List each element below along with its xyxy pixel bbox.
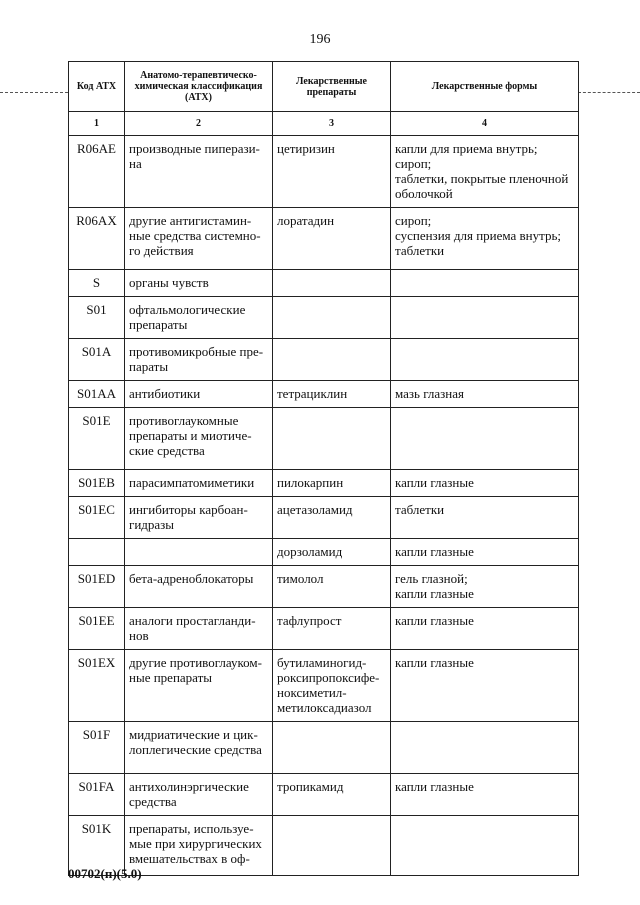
column-number: 4	[391, 112, 579, 136]
dosage-form-line: таблетки, покрытые пленочной	[395, 171, 569, 186]
dosage-form-line: капли глазные	[395, 779, 474, 794]
atx-code-cell: S01	[69, 297, 125, 339]
classification-line: гидразы	[129, 517, 175, 532]
dosage-form-cell	[391, 270, 579, 297]
drug-line: пилокарпин	[277, 475, 344, 490]
column-number-row	[69, 112, 579, 136]
dosage-form-line: гель глазной;	[395, 571, 468, 586]
classification-cell	[125, 339, 273, 381]
classification-line: антибиотики	[129, 386, 201, 401]
classification-line: параты	[129, 359, 169, 374]
classification-line: ные препараты	[129, 670, 213, 685]
atx-code-cell: S01A	[69, 339, 125, 381]
classification-cell	[125, 539, 273, 566]
classification-line: ные средства системно-	[129, 228, 261, 243]
classification-line: го действия	[129, 243, 194, 258]
atx-code-cell: S01K	[69, 816, 125, 876]
classification-cell	[125, 470, 273, 497]
classification-cell	[125, 816, 273, 876]
classification-cell	[125, 650, 273, 722]
drug-line: ноксиметил-	[277, 685, 347, 700]
classification-line: мые при хирургических	[129, 836, 262, 851]
header-atx-code: Код АТХ	[69, 62, 125, 112]
atx-code-cell: S	[69, 270, 125, 297]
atx-table	[68, 61, 579, 876]
dosage-form-cell	[391, 136, 579, 208]
dosage-form-line: капли глазные	[395, 475, 474, 490]
classification-cell	[125, 208, 273, 270]
drug-cell	[273, 408, 391, 470]
table-row	[69, 270, 579, 297]
dosage-form-cell	[391, 297, 579, 339]
dosage-form-cell	[391, 816, 579, 876]
document-footer-code: 00702(п)(5.0)	[68, 866, 142, 881]
drug-cell	[273, 270, 391, 297]
drug-line: дорзоламид	[277, 544, 343, 559]
classification-line: препараты	[129, 317, 188, 332]
drug-line: тафлупрост	[277, 613, 342, 628]
drug-cell	[273, 722, 391, 774]
classification-line: на	[129, 156, 142, 171]
dosage-form-cell	[391, 608, 579, 650]
header-drugs: Лекарственные препараты	[273, 62, 391, 112]
dosage-form-line: капли глазные	[395, 544, 474, 559]
dosage-form-line: капли для приема внутрь;	[395, 141, 538, 156]
classification-line: ские средства	[129, 443, 205, 458]
table-body	[69, 112, 579, 876]
table-row	[69, 470, 579, 497]
classification-line: другие антигистамин-	[129, 213, 252, 228]
classification-cell	[125, 774, 273, 816]
drug-cell	[273, 470, 391, 497]
table-row	[69, 722, 579, 774]
dosage-form-cell	[391, 497, 579, 539]
atx-code-cell: R06AE	[69, 136, 125, 208]
table-row	[69, 208, 579, 270]
dosage-form-cell	[391, 650, 579, 722]
dosage-form-cell	[391, 470, 579, 497]
header-classification: Анатомо-терапевтическо-химическая классификация (АТХ)	[125, 62, 273, 112]
atx-code-cell: S01AA	[69, 381, 125, 408]
drug-line: метилоксадиазол	[277, 700, 372, 715]
classification-cell	[125, 497, 273, 539]
drug-line: роксипропоксифе-	[277, 670, 380, 685]
atx-code-cell: S01E	[69, 408, 125, 470]
drug-line: тимолол	[277, 571, 324, 586]
drug-cell	[273, 650, 391, 722]
drug-cell	[273, 339, 391, 381]
classification-line: мидриатические и цик-	[129, 727, 258, 742]
drug-line: тетрациклин	[277, 386, 348, 401]
dosage-form-cell	[391, 381, 579, 408]
classification-line: антихолинэргические	[129, 779, 249, 794]
atx-code-cell: S01ED	[69, 566, 125, 608]
atx-code-cell: S01F	[69, 722, 125, 774]
column-number: 1	[69, 112, 125, 136]
drug-cell	[273, 816, 391, 876]
table-header-row	[69, 62, 579, 112]
dosage-form-line: оболочкой	[395, 186, 453, 201]
classification-cell	[125, 297, 273, 339]
dosage-form-cell	[391, 408, 579, 470]
classification-line: нов	[129, 628, 149, 643]
classification-line: офтальмологические	[129, 302, 246, 317]
dosage-form-line: таблетки	[395, 502, 445, 517]
classification-cell	[125, 608, 273, 650]
dosage-form-line: капли глазные	[395, 613, 474, 628]
dosage-form-cell	[391, 722, 579, 774]
table-row	[69, 816, 579, 876]
drug-cell	[273, 497, 391, 539]
classification-cell	[125, 566, 273, 608]
atx-code-cell: S01EX	[69, 650, 125, 722]
classification-line: противомикробные пре-	[129, 344, 264, 359]
classification-line: препараты и миотиче-	[129, 428, 252, 443]
page-number: 196	[309, 32, 331, 47]
dosage-form-line: сироп;	[395, 213, 432, 228]
atx-code-cell: R06AX	[69, 208, 125, 270]
drug-cell	[273, 381, 391, 408]
dosage-form-line: капли глазные	[395, 655, 474, 670]
table-row	[69, 408, 579, 470]
atx-code-cell: S01EB	[69, 470, 125, 497]
drug-line: лоратадин	[277, 213, 335, 228]
classification-cell	[125, 722, 273, 774]
classification-line: аналоги простагланди-	[129, 613, 256, 628]
classification-cell	[125, 270, 273, 297]
table-row	[69, 774, 579, 816]
dosage-form-cell	[391, 539, 579, 566]
classification-line: вмешательствах в оф-	[129, 851, 250, 866]
classification-line: другие противоглауком-	[129, 655, 262, 670]
dosage-form-line: мазь глазная	[395, 386, 464, 401]
header-dosage-forms: Лекарственные формы	[391, 62, 579, 112]
drug-line: цетиризин	[277, 141, 335, 156]
table-row	[69, 497, 579, 539]
dosage-form-line: капли глазные	[395, 586, 474, 601]
table-row	[69, 297, 579, 339]
table-row	[69, 650, 579, 722]
dosage-form-line: суспензия для приема внутрь;	[395, 228, 562, 243]
drug-line: бутиламиногид-	[277, 655, 367, 670]
drug-cell	[273, 774, 391, 816]
table-row	[69, 136, 579, 208]
dosage-form-cell	[391, 566, 579, 608]
atx-code-cell	[69, 539, 125, 566]
dosage-form-cell	[391, 774, 579, 816]
atx-code-cell: S01FA	[69, 774, 125, 816]
scan-artifact-line-right	[578, 92, 640, 93]
classification-line: препараты, используе-	[129, 821, 254, 836]
dosage-form-line: таблетки	[395, 243, 445, 258]
drug-cell	[273, 208, 391, 270]
table-row	[69, 539, 579, 566]
table-row	[69, 381, 579, 408]
drug-line: ацетазоламид	[277, 502, 353, 517]
table-row	[69, 566, 579, 608]
classification-cell	[125, 136, 273, 208]
table-row	[69, 339, 579, 381]
classification-line: лоплегические средства	[129, 742, 262, 757]
classification-line: бета-адреноблокаторы	[129, 571, 254, 586]
classification-line: производные пиперази-	[129, 141, 260, 156]
column-number: 3	[273, 112, 391, 136]
drug-cell	[273, 539, 391, 566]
dosage-form-cell	[391, 208, 579, 270]
classification-line: органы чувств	[129, 275, 209, 290]
atx-code-cell: S01EC	[69, 497, 125, 539]
classification-line: противоглаукомные	[129, 413, 239, 428]
dosage-form-cell	[391, 339, 579, 381]
drug-line: тропикамид	[277, 779, 344, 794]
classification-cell	[125, 408, 273, 470]
atx-code-cell: S01EE	[69, 608, 125, 650]
dosage-form-line: сироп;	[395, 156, 432, 171]
drug-cell	[273, 136, 391, 208]
table-row	[69, 608, 579, 650]
column-number: 2	[125, 112, 273, 136]
scan-artifact-line-left	[0, 92, 68, 93]
classification-line: ингибиторы карбоан-	[129, 502, 248, 517]
classification-cell	[125, 381, 273, 408]
classification-line: парасимпатомиметики	[129, 475, 255, 490]
classification-line: средства	[129, 794, 177, 809]
drug-cell	[273, 608, 391, 650]
drug-cell	[273, 566, 391, 608]
drug-cell	[273, 297, 391, 339]
